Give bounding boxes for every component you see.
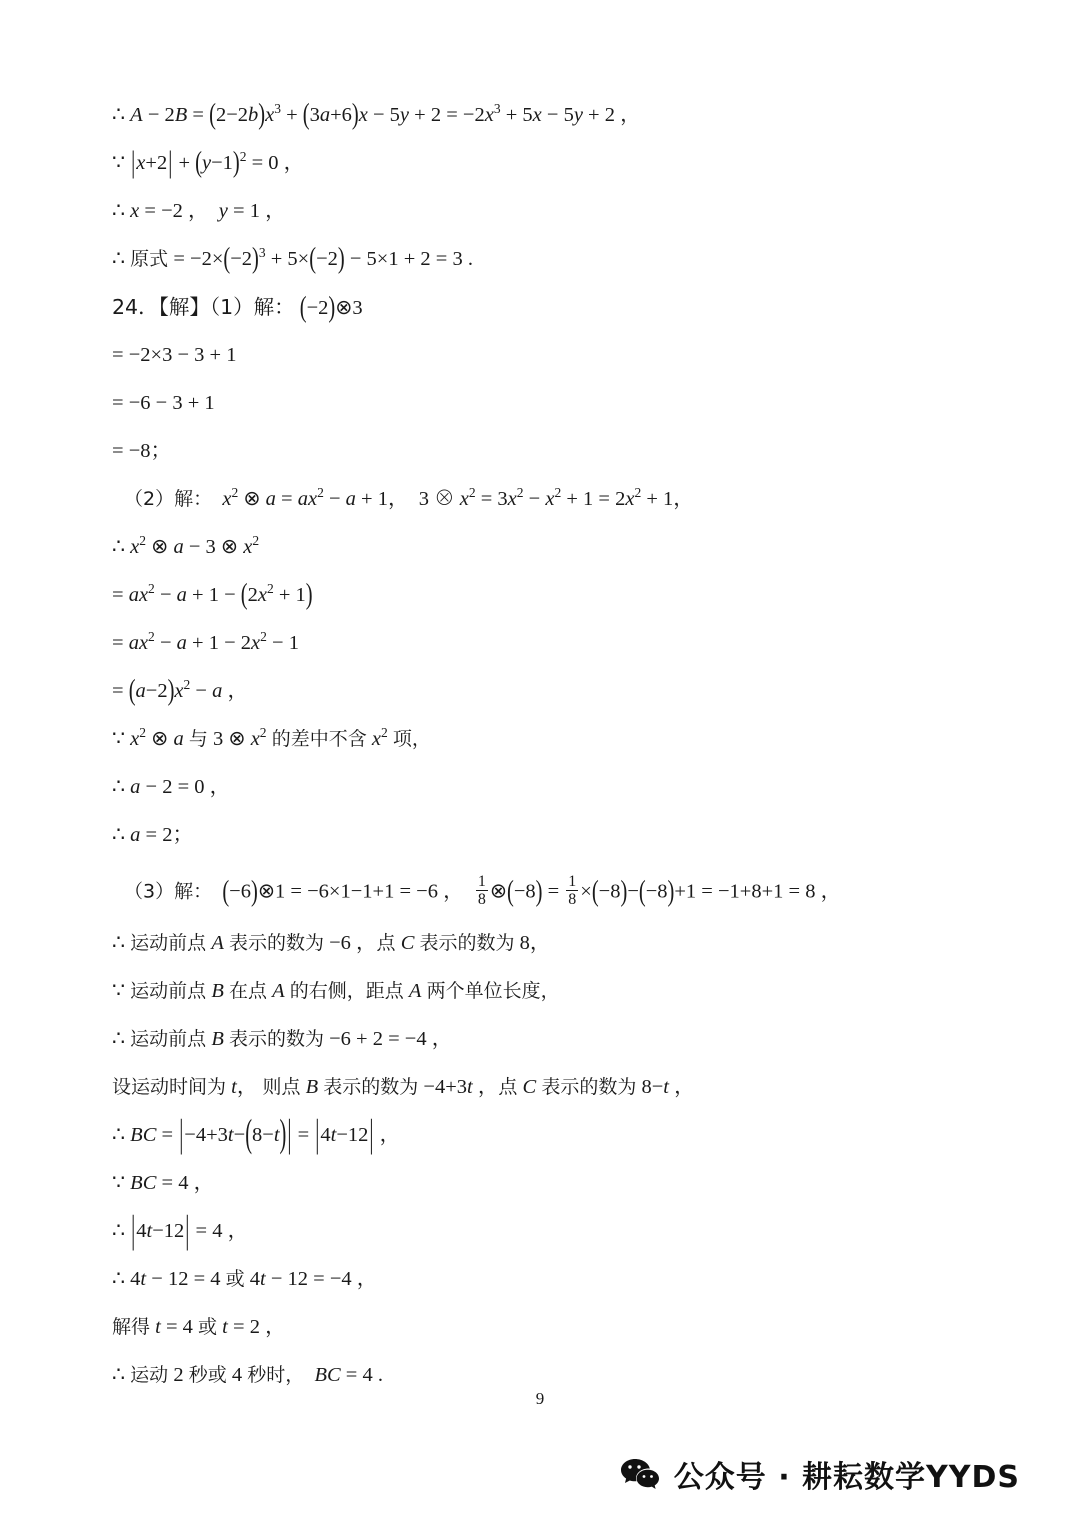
math-line-24-2d: = $(a-2)x^2 - a$ ， [112, 674, 248, 707]
math-line-24-2b: = $ax^2 - a + 1 - (2x^2 + 1)$ [112, 578, 313, 611]
problem-24-label: 24．【解】（1）解： [112, 295, 295, 319]
math-line-24-2a: ∴ $x^2$ ⊗ a − 3 ⊗ $x^2$ [112, 533, 260, 558]
math-line-2: ∵ $|x+2| + (y-1)^2 = 0$ ， [112, 146, 305, 180]
problem-24-part1-header: 24．【解】（1）解： (−2)⊗3 [112, 291, 363, 324]
math-line-24-3f: ∵ BC = 4 ， [112, 1171, 215, 1194]
math-line-24-3j: ∴ 运动 2 秒或 4 秒时， BC = 4 . [112, 1363, 383, 1386]
math-line-24-3d: 设运动时间为 t， 则点 B 表示的数为 −4+3t ，点 C 表示的数为 8−t ， [112, 1075, 695, 1098]
math-line-4: ∴ 原式 = $-2\times(-2)^3 + 5\times(-2) - 5\times 1 + 2 = 3$ . [112, 242, 473, 275]
footer-brand-text: 公众号 · 耕耘数学YYDS [673, 1460, 1020, 1495]
math-line-24-2e: ∵ $x^2$ ⊗ a 与 3 ⊗ $x^2$ 的差中不含 $x^2$ 项， [112, 725, 431, 750]
problem-24-part3-header: （3）解： (−6)⊗1 = −6×1−1+1 = −6 ， $\frac{1}{8}$ ⊗(−8) = $\frac{1}{8}$ ×(−8)−(−8)+1 = −1+8+1 = 8 ， [124, 873, 842, 909]
page-number: 9 [535, 1389, 545, 1408]
solution-body [112, 98, 972, 1413]
problem-24-part2-header: （2）解： $x^2$ ⊗ $a = ax^2 - a + 1$， 3 ⊗ $x^2 = 3x^2 - x^2 + 1 = 2x^2 + 1$， [124, 485, 694, 510]
math-line-24-3e: ∴ BC = |−4+3t−(8−t)| = |4t−12| ， [112, 1113, 401, 1156]
wechat-icon [620, 1457, 660, 1491]
math-line-24-2f: ∴ a − 2 = 0 ， [112, 776, 231, 798]
math-line-24-3g: ∴ |4t−12| = 4 ， [112, 1209, 249, 1252]
footer-brand [620, 1452, 1020, 1496]
math-line-1: ∴ $A - 2B = (2-2b)x^3 + (3a+6)x - 5y + 2 = -2x^3 + 5x - 5y + 2$ ， [112, 98, 641, 131]
math-line-24-3c: ∴ 运动前点 B 表示的数为 −6 + 2 = −4 ， [112, 1027, 453, 1050]
math-line-24-1b: = −6 − 3 + 1 [112, 392, 215, 414]
math-line-24-2c: = $ax^2 - a + 1 - 2x^2 - 1$ [112, 629, 299, 654]
math-line-24-3h: ∴ 4t − 12 = 4 或 4t − 12 = −4 ， [112, 1267, 378, 1290]
math-line-24-1c: = −8； [112, 440, 171, 462]
math-line-3: ∴ x = −2 ， y = 1 ， [112, 200, 286, 222]
math-line-24-3i: 解得 t = 4 或 t = 2 ， [112, 1315, 286, 1338]
math-line-24-3a: ∴ 运动前点 A 表示的数为 −6 ，点 C 表示的数为 8， [112, 931, 551, 954]
math-line-24-3b: ∵ 运动前点 B 在点 A 的右侧，距点 A 两个单位长度， [112, 979, 560, 1002]
math-line-24-2g: ∴ a = 2； [112, 824, 193, 846]
math-line-24-1a: = −2×3 − 3 + 1 [112, 344, 237, 366]
